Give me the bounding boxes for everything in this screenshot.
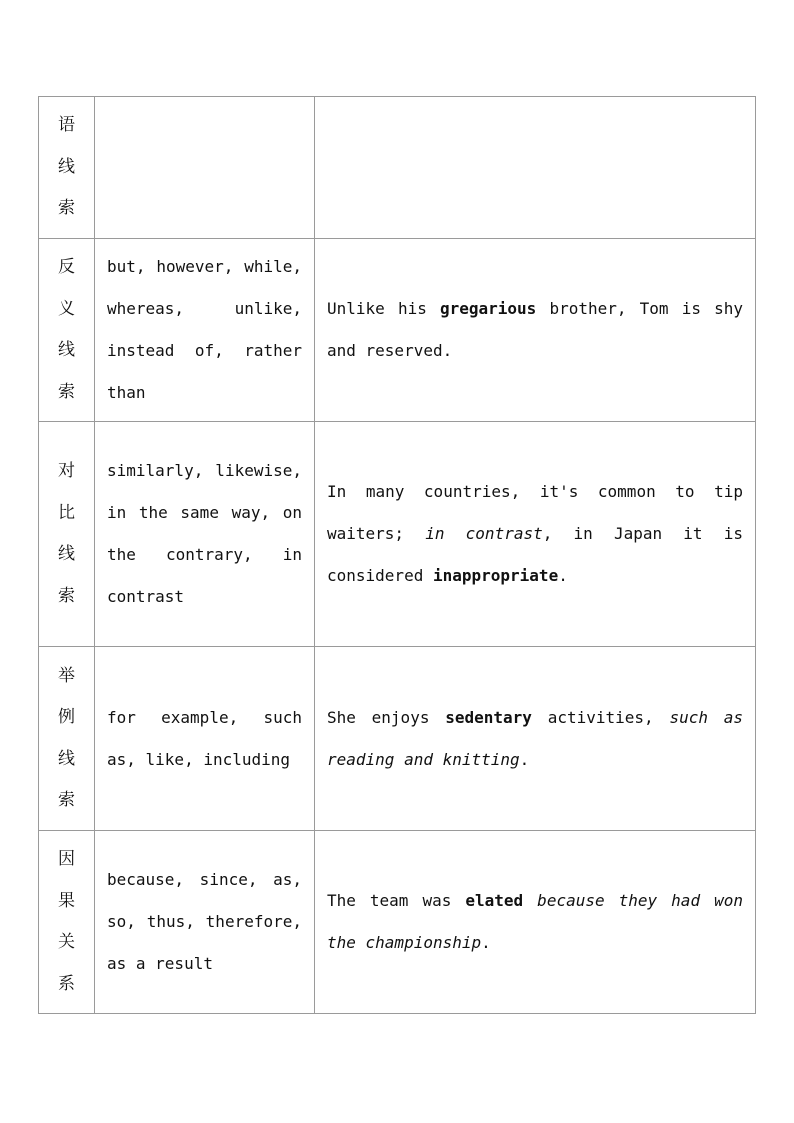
clue-type-label xyxy=(39,422,95,647)
example-sentence xyxy=(315,831,756,1014)
example-sentence xyxy=(315,239,756,422)
clue-type-char: 因 xyxy=(58,849,75,869)
clue-type-char: 索 xyxy=(58,790,75,810)
signal-words: because, since, as, so, thus, therefore, as a result xyxy=(95,831,315,1014)
sentence-text: Unlike his xyxy=(327,299,440,318)
sentence-text: . xyxy=(481,933,491,952)
key-vocabulary-word: gregarious xyxy=(439,299,537,318)
clue-type-char: 果 xyxy=(58,890,75,911)
clue-phrase: such as reading and knitting xyxy=(327,707,743,769)
example-sentence xyxy=(315,647,756,831)
clue-phrase: in contrast xyxy=(425,524,543,543)
sentence-text: activities, xyxy=(531,707,670,727)
clue-type-char: 关 xyxy=(58,932,75,952)
clue-type-char: 对 xyxy=(58,461,75,481)
sentence-text: She enjoys xyxy=(327,707,446,727)
clue-type-char: 线 xyxy=(58,748,75,769)
sentence-text: , in Japan it is considered xyxy=(327,524,743,585)
sentence-text: . xyxy=(558,566,568,585)
table-body xyxy=(39,97,756,1014)
clue-type-char: 举 xyxy=(58,665,75,686)
clue-type-char: 语 xyxy=(58,115,75,136)
key-vocabulary-word: elated xyxy=(465,891,524,910)
clue-type-char: 系 xyxy=(58,973,75,994)
clue-phrase: because they had won the championship xyxy=(327,891,743,952)
clue-type-char: 线 xyxy=(58,156,75,177)
table-row xyxy=(39,831,756,1014)
table-row xyxy=(39,97,756,239)
table-row xyxy=(39,239,756,422)
signal-words: similarly, likewise, in the same way, on the contrary, in contrast xyxy=(95,422,315,647)
sentence-text: The team was xyxy=(327,891,466,910)
clue-type-char: 比 xyxy=(58,502,75,523)
signal-words: but, however, while, whereas, unlike, instead of, rather than xyxy=(95,239,315,422)
context-clues-table xyxy=(38,96,756,1014)
clue-type-char: 线 xyxy=(58,340,75,360)
example-sentence xyxy=(315,97,756,239)
example-sentence xyxy=(315,422,756,647)
signal-words: for example, such as, like, including xyxy=(95,647,315,831)
sentence-text: brother, Tom is shy and reserved. xyxy=(327,299,743,360)
clue-type-char: 索 xyxy=(58,198,75,219)
signal-words xyxy=(95,97,315,239)
clue-type-char: 索 xyxy=(58,585,75,606)
clue-type-char: 例 xyxy=(58,707,75,727)
key-vocabulary-word: sedentary xyxy=(445,707,532,727)
sentence-text: In many countries, it's common to tip waiters; xyxy=(327,482,743,543)
clue-type-char: 反 xyxy=(58,257,75,277)
clue-type-char: 线 xyxy=(58,544,75,564)
clue-type-label xyxy=(39,831,95,1014)
key-vocabulary-word: inappropriate xyxy=(432,566,559,585)
clue-type-label xyxy=(39,239,95,422)
sentence-text: . xyxy=(519,749,530,769)
clue-type-label xyxy=(39,647,95,831)
clue-type-char: 义 xyxy=(58,298,75,319)
clue-type-char: 索 xyxy=(58,381,75,402)
clue-type-label xyxy=(39,97,95,239)
table-row xyxy=(39,422,756,647)
table-row xyxy=(39,647,756,831)
